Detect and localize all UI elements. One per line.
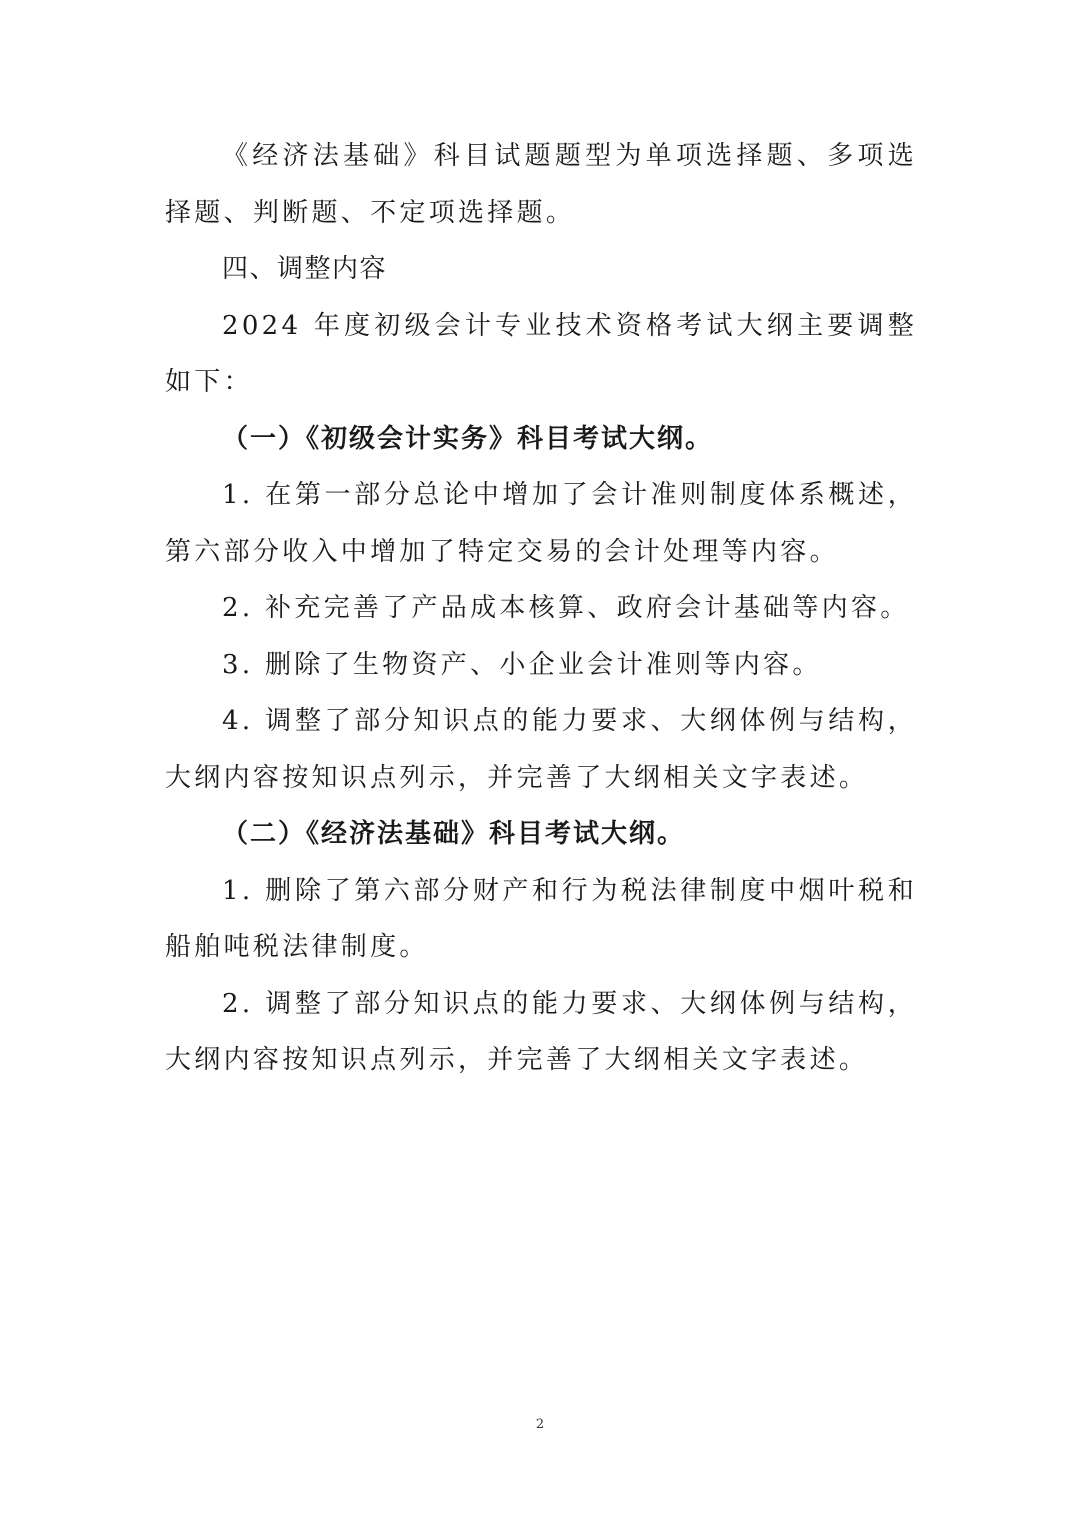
subheading-economic-law: （二）《经济法基础》科目考试大纲。 [222, 819, 686, 849]
paragraph-intro-adjustments: 2024 年度初级会计专业技术资格考试大纲主要调整如下： [165, 310, 917, 397]
page-number: 2 [535, 1417, 545, 1432]
subheading-accounting-practice: （一）《初级会计实务》科目考试大纲。 [222, 423, 714, 454]
list-item-law-2: 2. 调整了部分知识点的能力要求、大纲体例与结构，大纲内容按知识点列示，并完善了大纲相关文字表述。 [165, 988, 917, 1075]
section-heading-adjustments: 四、调整内容 [222, 254, 388, 284]
document-body [165, 128, 917, 1089]
list-item-law-1: 1. 删除了第六部分财产和行为税法律制度中烟叶税和船舶吨税法律制度。 [165, 875, 917, 962]
list-item-accounting-2: 2. 补充完善了产品成本核算、政府会计基础等内容。 [222, 593, 910, 623]
list-item-accounting-4: 4. 调整了部分知识点的能力要求、大纲体例与结构，大纲内容按知识点列示，并完善了大纲相关文字表述。 [165, 706, 917, 793]
list-item-accounting-3: 3. 删除了生物资产、小企业会计准则等内容。 [222, 649, 822, 680]
paragraph-question-types: 《经济法基础》科目试题题型为单项选择题、多项选择题、判断题、不定项选择题。 [165, 141, 917, 228]
list-item-accounting-1: 1. 在第一部分总论中增加了会计准则制度体系概述，第六部分收入中增加了特定交易的会计处理等内容。 [165, 480, 917, 567]
